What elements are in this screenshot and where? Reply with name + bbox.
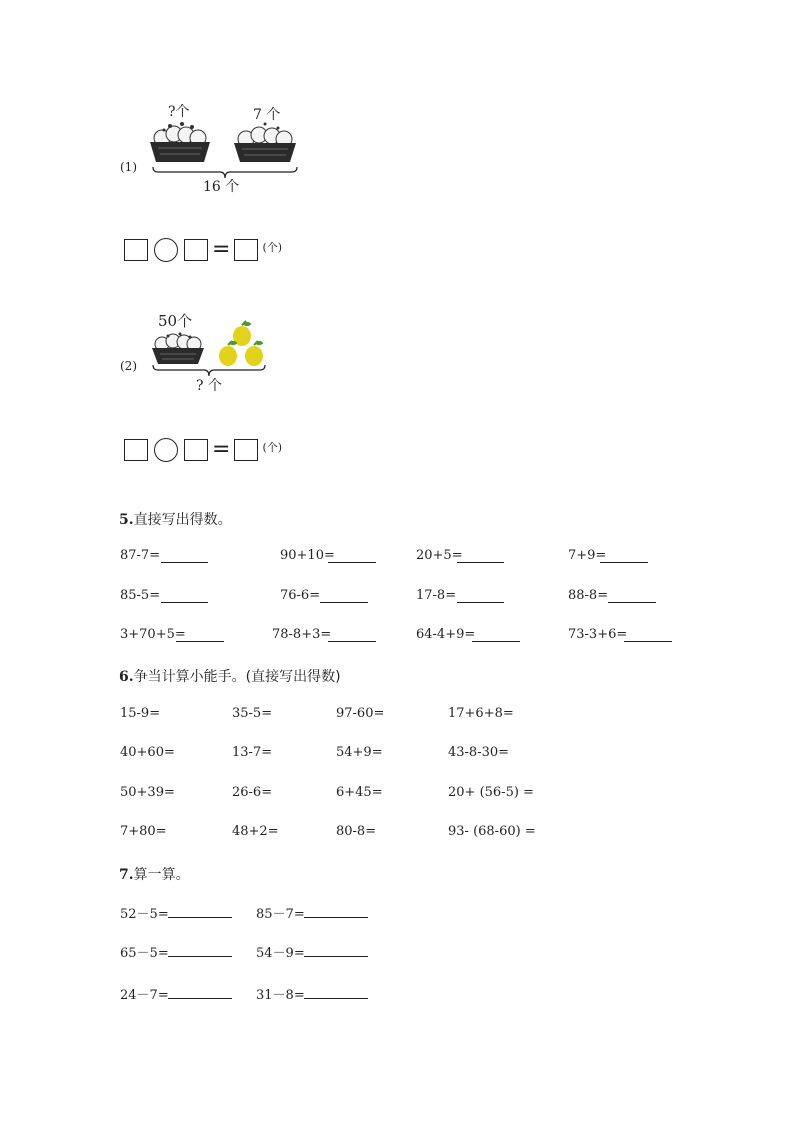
arith-problem: 64-4+9= [416,627,476,642]
answer-box[interactable] [124,239,148,261]
answer-blank[interactable] [168,905,232,918]
arith-problem: 88-8= [568,588,609,603]
arith-problem: 50+39= [120,785,175,800]
answer-blank[interactable] [176,629,224,642]
pears-image [214,320,268,368]
arith-problem: 24－7= [120,988,169,1003]
answer-blank[interactable] [328,629,376,642]
answer-blank[interactable] [168,944,232,957]
answer-blank[interactable] [328,550,376,563]
answer-blank[interactable] [472,629,520,642]
arith-problem: 6+45= [336,785,383,800]
answer-blank[interactable] [600,550,648,563]
arith-problem: 3+70+5= [120,627,186,642]
arith-problem: 7+9= [568,548,607,563]
right-basket-image [232,120,298,164]
arith-problem: 35-5= [232,706,273,721]
arith-problem: 43-8-30= [448,745,510,760]
answer-blank[interactable] [304,986,368,999]
section-6-heading [119,666,341,686]
section-number: 5. [119,512,134,528]
arith-problem: 20+ (56-5) = [448,785,534,800]
basket-image [150,330,206,366]
total-count-label: ? 个 [196,378,222,394]
arith-problem: 15-9= [120,706,161,721]
arith-problem: 31－8= [256,988,305,1003]
problem-2-label: (2) [120,359,137,373]
arith-problem: 85-5= [120,588,161,603]
arith-problem: 52－5= [120,907,169,922]
answer-blank[interactable] [304,944,368,957]
unit-label: (个) [262,441,283,454]
answer-box[interactable] [184,439,208,461]
equals-sign: = [212,437,231,462]
section-5-heading [119,509,232,529]
arith-problem: 78-8+3= [272,627,332,642]
left-basket-count-label: ?个 [168,104,190,120]
answer-blank[interactable] [457,550,504,563]
answer-blank[interactable] [608,590,656,603]
arith-problem: 20+5= [416,548,463,563]
section-number: 6. [119,669,134,685]
arith-problem: 73-3+6= [568,627,628,642]
equals-sign: = [212,237,231,262]
arith-problem: 48+2= [232,824,279,839]
answer-box[interactable] [184,239,208,261]
answer-blank[interactable] [168,986,232,999]
arith-problem: 65－5= [120,946,169,961]
basket-count-label: 50个 [158,312,193,330]
left-basket-image [148,118,212,164]
operator-circle[interactable] [154,438,178,462]
arith-problem: 17-8= [416,588,457,603]
arith-problem: 87-7= [120,548,161,563]
section-title: 直接写出得数。 [133,512,232,528]
arith-problem: 97-60= [336,706,385,721]
operator-circle[interactable] [154,238,178,262]
section-7-heading [119,864,190,884]
arith-problem: 90+10= [280,548,335,563]
arith-problem: 85－7= [256,907,305,922]
answer-blank[interactable] [304,905,368,918]
result-box[interactable] [234,439,258,461]
problem-2-equation [124,438,282,462]
arith-problem: 7+80= [120,824,167,839]
right-basket-count-label: 7 个 [253,107,281,123]
answer-box[interactable] [124,439,148,461]
answer-blank[interactable] [161,590,208,603]
arith-problem: 76-6= [280,588,321,603]
answer-blank[interactable] [624,629,672,642]
section-title: 算一算。 [133,867,190,883]
problem-1-equation [124,238,282,262]
arith-problem: 26-6= [232,785,273,800]
arith-problem: 93- (68-60) = [448,824,536,839]
arith-problem: 80-8= [336,824,377,839]
arith-problem: 40+60= [120,745,175,760]
answer-blank[interactable] [161,550,208,563]
total-count-label: 16 个 [203,179,240,195]
unit-label: (个) [262,241,283,254]
answer-blank[interactable] [320,590,368,603]
arith-problem: 13-7= [232,745,273,760]
section-title: 争当计算小能手。(直接写出得数) [133,669,341,685]
section-number: 7. [119,867,134,883]
arith-problem: 17+6+8= [448,706,514,721]
answer-blank[interactable] [457,590,504,603]
problem-1-label: (1) [120,160,137,174]
arith-problem: 54+9= [336,745,383,760]
arith-problem: 54－9= [256,946,305,961]
result-box[interactable] [234,239,258,261]
